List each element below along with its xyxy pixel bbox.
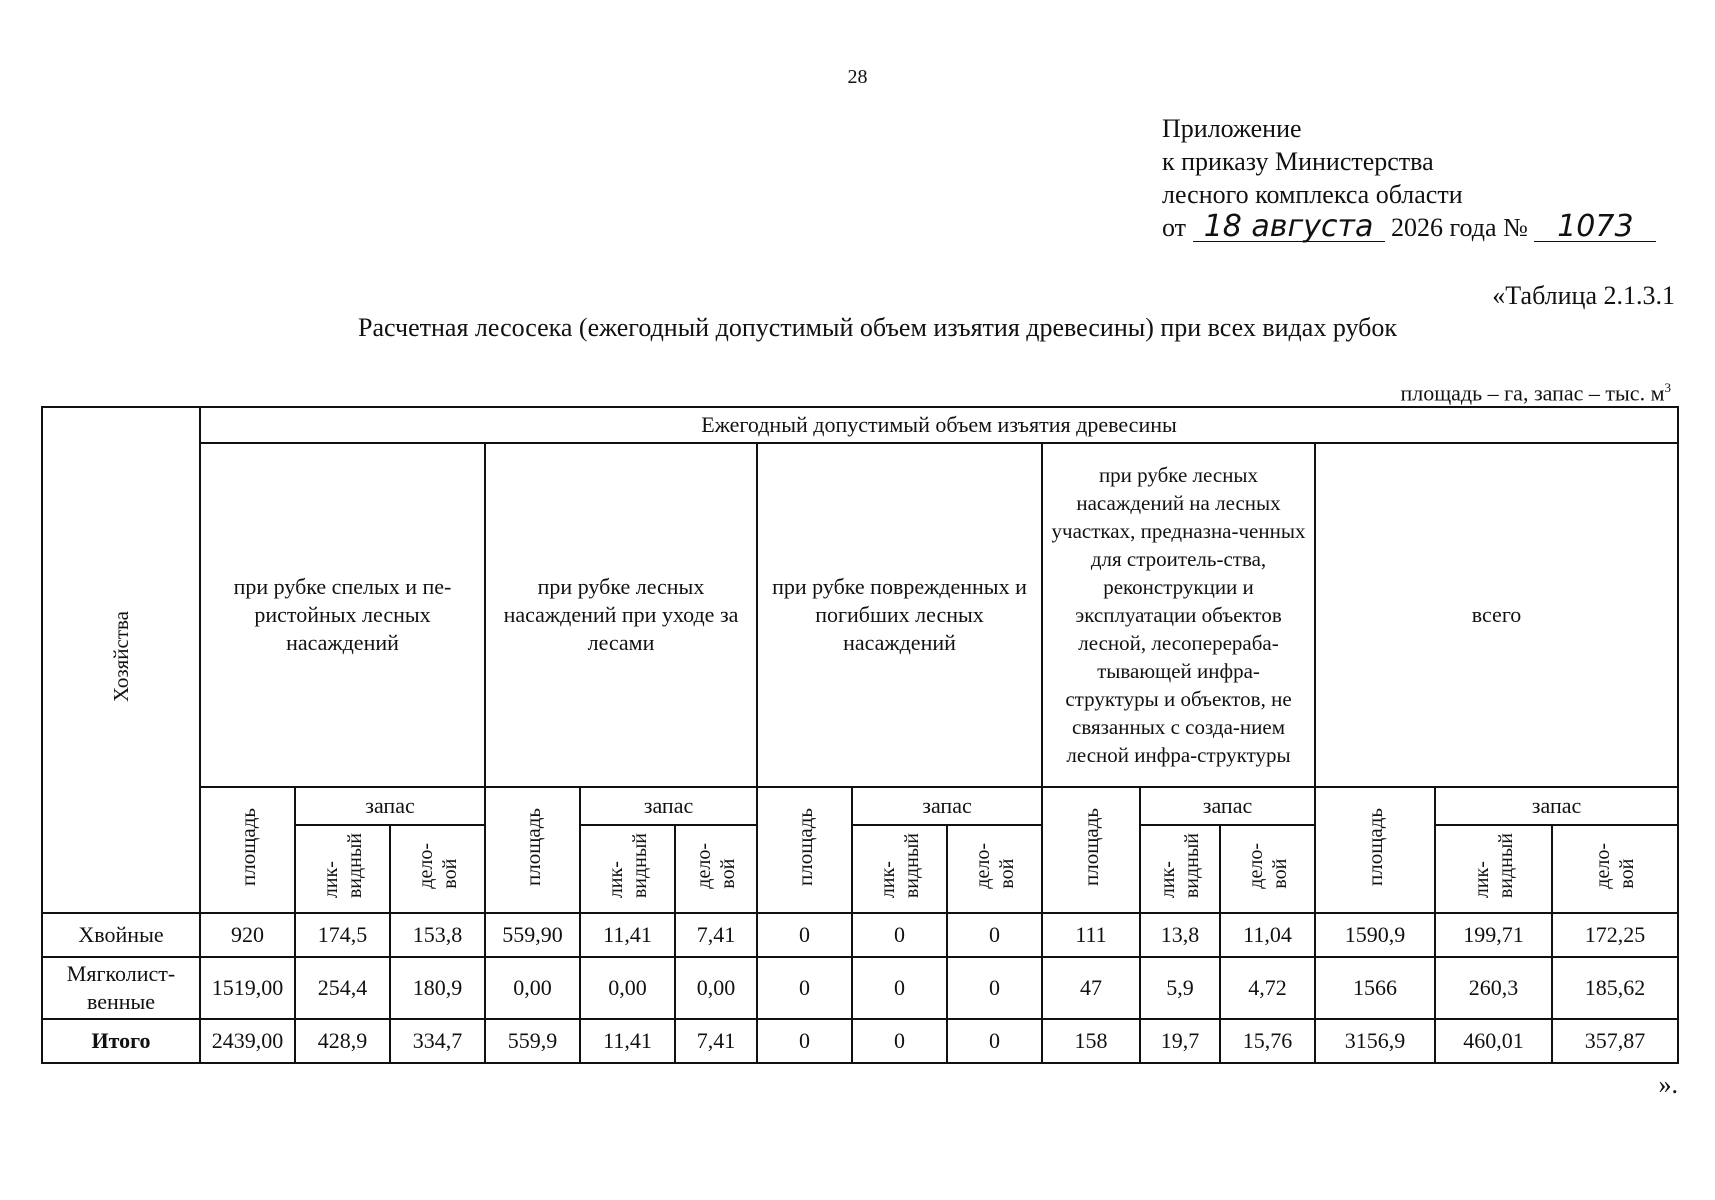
table-cell: 5,9 [1140,957,1220,1019]
table-cell: 0 [852,1019,947,1063]
table-cell: 47 [1042,957,1140,1019]
table-reference: «Таблица 2.1.3.1 [1492,281,1675,310]
table-cell: 920 [200,913,295,957]
header-stock-4: запас [1140,787,1315,825]
units-superscript: 3 [1664,380,1671,395]
appendix-date-line [1162,211,1656,244]
header-liquid-5: лик- видный [1435,825,1552,913]
table-cell: 0,00 [580,957,675,1019]
table-cell: 254,4 [295,957,390,1019]
header-group-total: всего [1315,443,1678,787]
table-cell: 559,90 [485,913,580,957]
appendix-ministry-line: лесного комплекса области [1162,180,1463,209]
header-stock-3: запас [852,787,1042,825]
table-cell: 7,41 [675,1019,757,1063]
header-commercial-2: дело- вой [675,825,757,913]
table-row [42,957,1678,1019]
table-cell: 357,87 [1552,1019,1678,1063]
header-area-4: площадь [1042,787,1140,913]
table-cell: 428,9 [295,1019,390,1063]
table-cell: 4,72 [1220,957,1315,1019]
table-cell: 11,04 [1220,913,1315,957]
table-cell: 199,71 [1435,913,1552,957]
table-cell: 0 [947,957,1042,1019]
row-label: Итого [42,1019,200,1063]
units-note [1400,380,1671,406]
header-area-3: площадь [757,787,852,913]
table-cell: 15,76 [1220,1019,1315,1063]
header-stock-1: запас [295,787,485,825]
table-cell: 0 [852,913,947,957]
date-prefix: от [1162,213,1187,242]
header-annual-volume: Ежегодный допустимый объем изъятия древесины [200,407,1678,443]
table-cell: 559,9 [485,1019,580,1063]
table-cell: 158 [1042,1019,1140,1063]
table-cell: 260,3 [1435,957,1552,1019]
header-liquid-4: лик- видный [1140,825,1220,913]
table-cell: 0,00 [675,957,757,1019]
handwritten-date: 18 августа [1193,213,1385,242]
table-cell: 0,00 [485,957,580,1019]
table-cell: 7,41 [675,913,757,957]
table-cell: 19,7 [1140,1019,1220,1063]
header-group-care: при рубке лесных насаждений при уходе за лесами [485,443,757,787]
header-liquid-1: лик- видный [295,825,390,913]
closing-quote: ». [1658,1070,1678,1099]
table-cell: 174,5 [295,913,390,957]
header-commercial-4: дело- вой [1220,825,1315,913]
document-title: Расчетная лесосека (ежегодный допустимый объем изъятия древесины) при всех видах рубок [358,313,1397,342]
header-liquid-2: лик- видный [580,825,675,913]
header-group-construction: при рубке лесных насаждений на лесных участках, предназна-ченных для строитель-ства, реконструкции и эксплуатации объектов лесной, лесоперераба-тывающей инфра-структуры и объектов, не связанных с созда-нием лесной инфра-структуры [1042,443,1315,787]
appendix-block [1162,112,1656,244]
table-cell: 3156,9 [1315,1019,1435,1063]
table-cell: 185,62 [1552,957,1678,1019]
header-area-5: площадь [1315,787,1435,913]
row-label: Мягколист-венные [42,957,200,1019]
table-cell: 172,25 [1552,913,1678,957]
units-text: площадь – га, запас – тыс. м [1400,380,1665,406]
appendix-order-line: к приказу Министерства [1162,147,1434,176]
table-cell: 2439,00 [200,1019,295,1063]
harvest-table [41,406,1679,1064]
header-stock-2: запас [580,787,757,825]
table-cell: 0 [947,913,1042,957]
header-area-2: площадь [485,787,580,913]
header-commercial-1: дело- вой [390,825,485,913]
table-cell: 1519,00 [200,957,295,1019]
table-cell: 180,9 [390,957,485,1019]
table-cell: 1566 [1315,957,1435,1019]
table-cell: 0 [852,957,947,1019]
table-cell: 460,01 [1435,1019,1552,1063]
header-commercial-5: дело- вой [1552,825,1678,913]
table-row [42,1019,1678,1063]
table-cell: 11,41 [580,1019,675,1063]
header-area-1: площадь [200,787,295,913]
table-row [42,913,1678,957]
year-text: 2026 года № [1391,213,1528,242]
header-commercial-3: дело- вой [947,825,1042,913]
table-cell: 0 [757,1019,852,1063]
header-farms: Хозяйства [42,407,200,913]
table-cell: 11,41 [580,913,675,957]
appendix-title: Приложение [1162,114,1302,143]
row-label: Хвойные [42,913,200,957]
header-stock-5: запас [1435,787,1678,825]
table-cell: 111 [1042,913,1140,957]
table-cell: 0 [757,913,852,957]
header-liquid-3: лик- видный [852,825,947,913]
header-group-damaged: при рубке поврежденных и погибших лесных насаждений [757,443,1042,787]
header-group-mature: при рубке спелых и пе-ристойных лесных насаждений [200,443,485,787]
table-cell: 1590,9 [1315,913,1435,957]
table-cell: 13,8 [1140,913,1220,957]
table-cell: 0 [947,1019,1042,1063]
page-number: 28 [847,66,868,88]
table-cell: 334,7 [390,1019,485,1063]
table-cell: 0 [757,957,852,1019]
table-cell: 153,8 [390,913,485,957]
handwritten-order-number: 1073 [1534,213,1656,242]
